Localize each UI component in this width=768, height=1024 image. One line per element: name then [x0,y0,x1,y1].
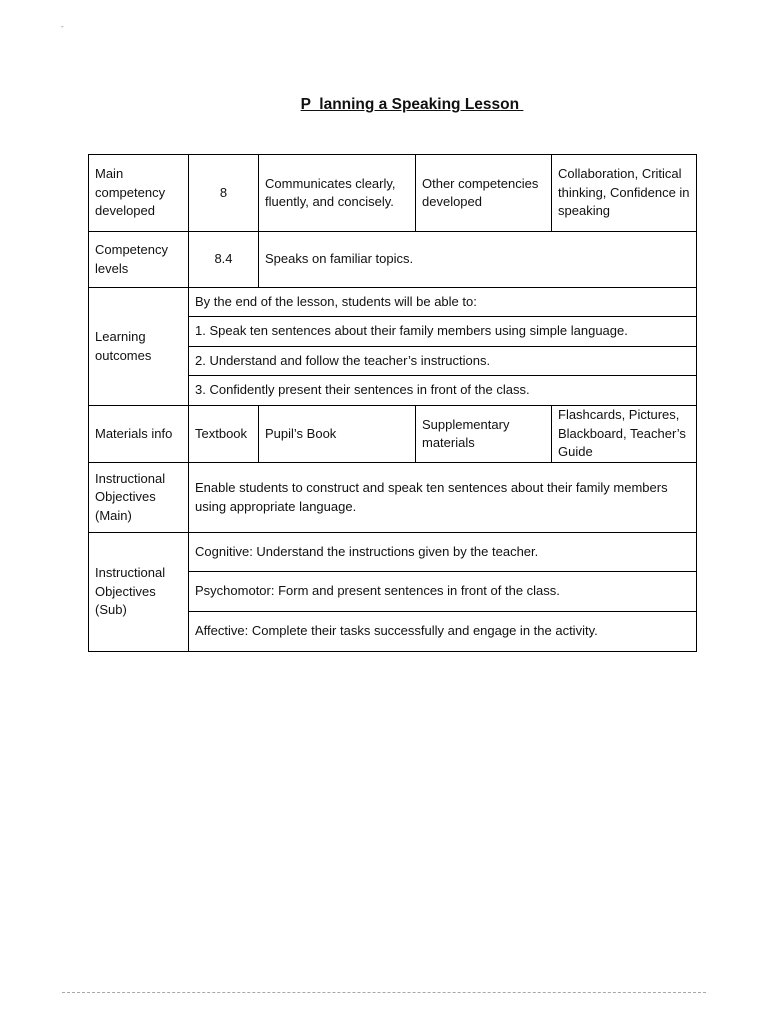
main-competency-label: Main competency developed [89,155,189,232]
footer-divider [62,992,706,993]
objectives-sub-label: Instructional Objectives (Sub) [89,533,189,652]
learning-outcomes-intro: By the end of the lesson, students will be able to: [189,288,697,317]
page-title: P lanning a Speaking Lesson [300,96,524,113]
supplementary-label: Supplementary materials [416,406,552,463]
objectives-main-label: Instructional Objectives (Main) [89,463,189,533]
row-objectives-main [89,463,697,533]
lesson-plan-table [88,154,697,652]
objectives-sub-item: Affective: Complete their tasks successfully and engage in the activity. [189,612,697,652]
corner-mark: - [61,22,64,31]
row-materials [89,406,697,463]
learning-outcome-item: 2. Understand and follow the teacher’s instructions. [189,347,697,376]
row-competency-levels [89,232,697,288]
materials-label: Materials info [89,406,189,463]
row-learning-outcomes [89,288,697,317]
objectives-main-value: Enable students to construct and speak ten sentences about their family members using appropriate language. [189,463,697,533]
objectives-sub-item: Psychomotor: Form and present sentences in front of the class. [189,572,697,612]
learning-outcome-item: 1. Speak ten sentences about their family members using simple language. [189,317,697,347]
row-objectives-sub [89,533,697,572]
learning-outcome-item: 3. Confidently present their sentences in front of the class. [189,376,697,406]
main-competency-description: Communicates clearly, fluently, and concisely. [259,155,416,232]
competency-levels-description: Speaks on familiar topics. [259,232,697,288]
competency-levels-label: Competency levels [89,232,189,288]
competency-levels-number: 8.4 [189,232,259,288]
textbook-value: Pupil’s Book [259,406,416,463]
supplementary-value: Flashcards, Pictures, Blackboard, Teacher’s Guide [552,406,697,463]
textbook-label: Textbook [189,406,259,463]
objectives-sub-item: Cognitive: Understand the instructions given by the teacher. [189,533,697,572]
row-main-competency [89,155,697,232]
other-competencies-label: Other competencies developed [416,155,552,232]
other-competencies-value: Collaboration, Critical thinking, Confidence in speaking [552,155,697,232]
main-competency-number: 8 [189,155,259,232]
learning-outcomes-label: Learning outcomes [89,288,189,406]
